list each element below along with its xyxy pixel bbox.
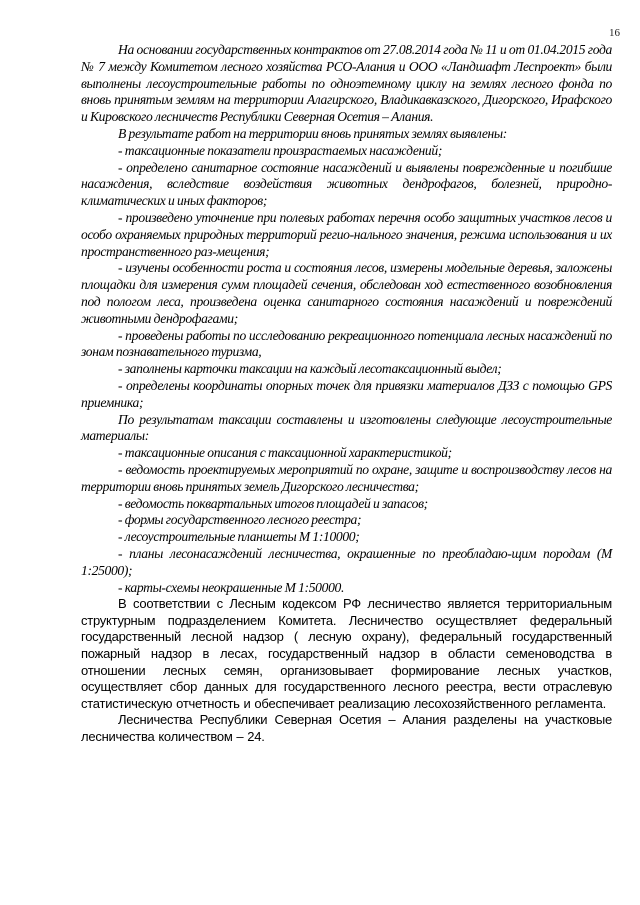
list-item-taxation-indicators: - таксационные показатели произрастаемых насаждений; <box>118 142 442 158</box>
paragraph-contracts-intro: На основании государственных контрактов от 27.08.2014 года № 11 и от 01.04.2015 года № 7 между Комитетом лесного хозяйства РСО-Алания и ООО «Ландшафт Леспроект» были выполнены лесоустроительные работы по одноэтемному циклу на землях лесного фонда по вновь принятым землям на территории Алагирского, Владикавказского, Дигорского, Ирафского и Кировского лесничеств Республики Северная Осетия – Алания. <box>81 42 612 125</box>
list-item-tablets: - лесоустроительные планшеты М 1:10000; <box>118 529 360 545</box>
list-item-protected-areas: - произведено уточнение при полевых работах перечня особо защитных участков лесов и особо охраняемых природных территорий регио-нального значения, режима использования и их пространственного раз-мещения; <box>81 209 612 259</box>
paragraph-materials-heading: По результатам таксации составлены и изготовлены следующие лесоустроительные материалы: <box>81 411 612 444</box>
list-item-registry-forms: - формы государственного лесного реестра; <box>118 512 362 528</box>
paragraph-results-heading: В результате работ на территории вновь принятых землях выявлены: <box>118 125 507 141</box>
list-item-recreation-potential: - проведены работы по исследованию рекреационного потенциала лесных насаждений по зонам познавательного туризма, <box>81 327 612 360</box>
paragraph-district-forestries: Лесничества Республики Северная Осетия – Алания разделены на участковые лесничества количеством – 24. <box>81 712 612 745</box>
paragraph-forest-code: В соответствии с Лесным кодексом РФ лесничество является территориальным структурным подразделением Комитета. Лесничество осуществляет федеральный государственный лесной надзор ( лесную охрану), федеральный государственный пожарный надзор в лесах, государственный надзор в области семеноводства в отношении лесных семян, организовывает формирование лесных участков, осуществляет сбор данных для государственного лесного реестра, вести отраслевую статистическую отчетность и обеспечивает реализацию лесохозяйственного регламента. <box>81 596 612 711</box>
list-item-taxation-cards: - заполнены карточки таксации на каждый лесотаксационный выдел; <box>118 361 502 377</box>
list-item-gps-coordinates: - определены координаты опорных точек для привязки материалов ДЗЗ с помощью GPS приемника; <box>81 377 612 410</box>
list-item-map-schemes: - карты-схемы неокрашенные М 1:50000. <box>118 579 345 595</box>
list-item-planned-measures: - ведомость проектируемых мероприятий по охране, защите и воспроизводству лесов на территории вновь принятых земель Дигорского лесничества; <box>81 461 612 494</box>
page-body <box>81 42 612 746</box>
list-item-sanitary-state: - определено санитарное состояние насаждений и выявлены поврежденные и погибшие насаждения, вследствие воздействия животных дендрофагов, болезней, природно-климатических и иных факторов; <box>81 159 612 209</box>
list-item-forest-growth-study: - изучены особенности роста и состояния лесов, измерены модельные деревья, заложены площадки для измерения сумм площадей сечения, обследован ход естественного возобновления под пологом леса, произведена оценка санитарного состояния насаждений и повреждений животными дендрофагами; <box>81 260 612 326</box>
list-item-plantation-plans: - планы лесонасаждений лесничества, окрашенные по преобладаю-щим породам (М 1:25000); <box>81 545 612 578</box>
page-number: 16 <box>609 27 620 39</box>
list-item-quarterly-totals: - ведомость поквартальных итогов площадей и запасов; <box>118 495 428 511</box>
list-item-taxation-descriptions: - таксационные описания с таксационной характеристикой; <box>118 445 452 461</box>
